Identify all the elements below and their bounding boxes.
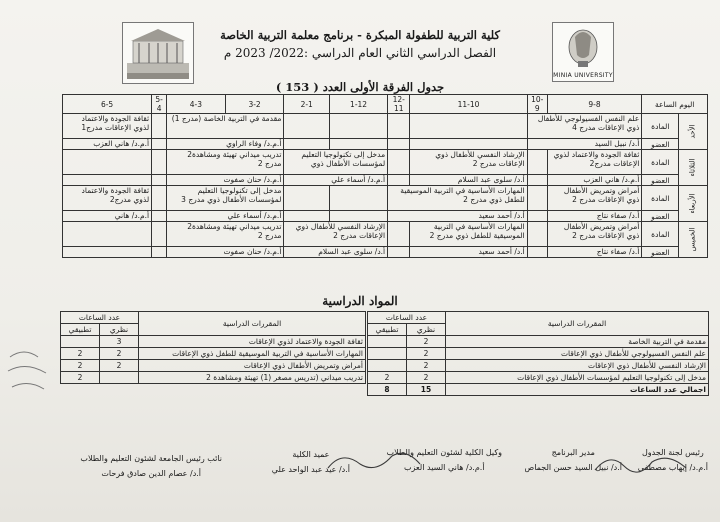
subject-cell	[527, 150, 547, 175]
subject-cell: مقدمة في التربية الخاصة (مدرج 1)	[167, 114, 284, 139]
signature-title: وكيل الكلية لشئون التعليم والطلاب	[386, 448, 502, 457]
subject-cell: المهارات الأساسية في التربية الموسيقية للطفل ذوي مدرج 2	[410, 222, 527, 247]
practical-hours	[61, 336, 100, 348]
subject-cell: ثقافة الجودة والاعتماد لذوي الإعاقات مدرج1	[63, 114, 152, 139]
theory-hours: 2	[100, 348, 139, 360]
member-cell	[284, 139, 330, 150]
course-row	[368, 336, 709, 348]
time-header-row	[63, 95, 708, 114]
member-cell: أ.د/ نبيل السيد	[527, 139, 642, 150]
subject-cell	[284, 186, 330, 211]
course-row	[61, 348, 366, 360]
member-cell	[152, 175, 167, 186]
time-slot-header: 9-8	[547, 95, 642, 114]
courses-header-row	[61, 312, 366, 324]
semester-title: الفصل الدراسي الثاني العام الدراسي :2022/ 2023 م	[223, 46, 497, 60]
member-cell	[388, 247, 410, 258]
subject-cell: تدريب ميداني تهيئة ومشاهدة2 مدرج 2	[167, 222, 284, 247]
theory-hours: 2	[100, 360, 139, 372]
member-cell: أ.م.د/ حنان صفوت	[167, 247, 284, 258]
signature-name: أ.د/ نبيل السيد حسن الجماص	[524, 463, 622, 472]
member-label: العضو	[642, 139, 679, 150]
day-member-row	[63, 247, 708, 258]
member-label: العضو	[642, 175, 679, 186]
subject-cell: مدخل إلى تكنولوجيا التعليم لمؤسسات الأطفال ذوي	[284, 150, 388, 175]
handwritten-signature-icon	[590, 448, 700, 482]
subject-cell	[388, 222, 410, 247]
member-cell	[527, 247, 547, 258]
subject-cell	[388, 150, 410, 175]
course-row	[368, 360, 709, 372]
schedule-table	[62, 94, 708, 258]
member-cell: أ.د/ سلوى عبد السلام	[284, 247, 388, 258]
theory-header: نظري	[100, 324, 139, 336]
member-cell	[388, 175, 410, 186]
time-slot-header: 12-11	[388, 95, 410, 114]
course-row	[61, 372, 366, 384]
university-logo-caption: MINIA UNIVERSITY	[553, 72, 613, 79]
time-slot-header: 11-10	[410, 95, 527, 114]
member-cell	[152, 211, 167, 222]
subject-cell: ثقافة الجودة والاعتماد لذوي مدرج2	[63, 186, 152, 211]
time-slot-header: 10-9	[527, 95, 547, 114]
member-cell	[152, 139, 167, 150]
member-cell: أ.د/ أحمد سعيد	[410, 247, 527, 258]
day-member-row	[63, 211, 708, 222]
course-name-header: المقررات الدراسية	[139, 312, 366, 336]
course-row	[61, 360, 366, 372]
theory-hours: 3	[100, 336, 139, 348]
subject-cell: مدخل إلى تكنولوجيا التعليم لمؤسسات الأطفال ذوي مدرج 3	[167, 186, 284, 211]
course-name: مقدمة في التربية الخاصة	[446, 336, 709, 348]
subject-cell	[330, 186, 388, 211]
member-cell: أ.د/ أحمد سعيد	[388, 211, 528, 222]
subject-cell	[388, 114, 410, 139]
subject-label: المادة	[642, 186, 679, 211]
signature-name: أ.م.د/ هاني السيد العزب	[403, 463, 485, 472]
member-cell	[527, 175, 547, 186]
total-practical: 8	[368, 384, 407, 396]
day-time-corner: اليوم الساعة	[642, 95, 708, 114]
theory-header: نظري	[407, 324, 446, 336]
member-cell: أ.د/ صفاء نتاج	[547, 247, 642, 258]
signatures-block	[0, 448, 720, 508]
day-subject-row	[63, 150, 708, 175]
schedule-title: جدول الفرقة الأولى العدد ( 153 )	[275, 80, 445, 94]
theory-hours	[100, 372, 139, 384]
signature-vice-president	[80, 454, 222, 478]
margin-handwriting-icon	[4, 345, 52, 397]
time-slot-header: 2-1	[284, 95, 330, 114]
subject-label: المادة	[642, 222, 679, 247]
course-row	[368, 372, 709, 384]
total-row	[368, 384, 709, 396]
signature-name: أ.د/ عيد عبد الواحد علي	[271, 465, 350, 474]
hours-header: عدد الساعات	[61, 312, 139, 324]
theory-hours: 2	[407, 336, 446, 348]
day-subject-row	[63, 114, 708, 139]
faculty-program-title: كلية التربية للطفولة المبكرة - برنامج معلمة التربية الخاصة	[220, 28, 500, 42]
subject-cell: المهارات الأساسية في التربية الموسيقية للطفل ذوي مدرج 2	[388, 186, 528, 211]
member-cell: أ.م.د/ أسماء علي	[167, 211, 284, 222]
practical-header: تطبيقي	[368, 324, 407, 336]
signature-title: عميد الكلية	[292, 450, 330, 459]
time-slot-header: 6-5	[63, 95, 152, 114]
course-name: مدخل إلى تكنولوجيا التعليم لمؤسسات الأطفال ذوي الإعاقات	[446, 372, 709, 384]
member-label: العضو	[642, 247, 679, 258]
member-cell	[284, 211, 330, 222]
member-cell	[152, 247, 167, 258]
member-cell: أ.م.د/ هاني العزب	[547, 175, 642, 186]
subject-cell	[63, 150, 152, 175]
course-row	[61, 336, 366, 348]
day-subject-row	[63, 186, 708, 211]
practical-hours	[368, 348, 407, 360]
time-slot-header: 1-12	[330, 95, 388, 114]
member-cell: أ.م.د/ هاني	[63, 211, 152, 222]
member-cell	[527, 211, 547, 222]
course-name: الإرشاد النفسي للأطفال ذوي الإعاقات	[446, 360, 709, 372]
hours-header: عدد الساعات	[368, 312, 446, 324]
member-cell	[410, 139, 527, 150]
subject-label: المادة	[642, 114, 679, 139]
day-subject-row	[63, 222, 708, 247]
day-name: الثلاثاء	[688, 158, 697, 177]
course-name: علم النفس الفسيولوجي للأطفال ذوي الإعاقات	[446, 348, 709, 360]
member-cell: أ.م.د/ أسماء علي	[284, 175, 388, 186]
signature-name: أ.د/ عصام الدين صادق فرحات	[101, 469, 202, 478]
handwritten-signature-icon	[320, 448, 430, 478]
subject-cell	[152, 114, 167, 139]
subject-cell	[527, 222, 547, 247]
practical-hours: 2	[368, 372, 407, 384]
subject-cell: تدريب ميداني تهيئة ومشاهدة2 مدرج 2	[167, 150, 284, 175]
day-name-cell	[679, 186, 708, 222]
member-label: العضو	[642, 211, 679, 222]
subject-cell: ثقافة الجودة والاعتماد لذوي الإعاقات مدرج2	[547, 150, 642, 175]
member-cell	[63, 175, 152, 186]
courses-table-left	[60, 311, 366, 384]
total-theory: 15	[407, 384, 446, 396]
time-slot-header: 4-3	[167, 95, 226, 114]
subject-cell	[152, 150, 167, 175]
member-cell: أ.د/ سلوى عبد السلام	[410, 175, 527, 186]
signature-title: رئيس لجنة الجدول	[641, 448, 704, 457]
day-member-row	[63, 139, 708, 150]
day-name-cell	[679, 114, 708, 150]
day-name: الخميس	[688, 227, 697, 252]
practical-header: تطبيقي	[61, 324, 100, 336]
subject-cell	[63, 222, 152, 247]
member-cell	[330, 139, 388, 150]
subject-cell: أمراض وتمريض الأطفال ذوي الإعاقات مدرج 2	[547, 186, 642, 211]
signature-name: أ.م.د/ إيهاب مصطفى	[637, 463, 708, 472]
subject-cell	[284, 114, 330, 139]
course-name: ثقافة الجودة والاعتماد لذوي الإعاقات	[139, 336, 366, 348]
total-label: اجمالي عدد الساعات	[446, 384, 709, 396]
courses-header-row	[368, 312, 709, 324]
member-cell	[330, 211, 388, 222]
signature-title: مدير البرنامج	[551, 448, 595, 457]
subject-cell	[152, 186, 167, 211]
subject-cell	[410, 114, 527, 139]
subject-cell: الإرشاد النفسي للأطفال ذوي الإعاقات مدرج 2	[410, 150, 527, 175]
course-row	[368, 348, 709, 360]
member-cell: أ.م.د/ هاني العزب	[63, 139, 152, 150]
theory-hours: 2	[407, 348, 446, 360]
subject-cell: علم النفس الفسيولوجي للأطفال ذوي الإعاقات مدرج 4	[527, 114, 642, 139]
member-cell	[388, 139, 410, 150]
subject-label: المادة	[642, 150, 679, 175]
practical-hours: 2	[61, 360, 100, 372]
day-name-cell	[679, 150, 708, 186]
member-cell	[63, 247, 152, 258]
time-slot-header: 3-2	[225, 95, 284, 114]
course-name-header: المقررات الدراسية	[446, 312, 709, 336]
member-cell: أ.د/ صفاء نتاج	[547, 211, 642, 222]
subject-cell	[527, 186, 547, 211]
time-slot-header: 5-4	[152, 95, 167, 114]
subject-cell	[152, 222, 167, 247]
day-name: الأربعاء	[688, 193, 697, 214]
theory-hours: 2	[407, 360, 446, 372]
course-name: المهارات الأساسية في التربية الموسيقية للطفل ذوي الإعاقات	[139, 348, 366, 360]
practical-hours	[368, 360, 407, 372]
member-cell: أ.م.د/ وفاء الراوي	[167, 139, 284, 150]
member-cell: أ.م.د/ حنان صفوت	[167, 175, 284, 186]
subject-cell: الإرشاد النفسي للأطفال ذوي الإعاقات مدرج 2	[284, 222, 388, 247]
practical-hours: 2	[61, 372, 100, 384]
day-name: الأحد	[688, 124, 697, 139]
day-name-cell	[679, 222, 708, 258]
course-name: أمراض وتمريض الأطفال ذوي الإعاقات	[139, 360, 366, 372]
subject-cell: أمراض وتمريض الأطفال ذوي الإعاقات مدرج 2	[547, 222, 642, 247]
subject-cell	[330, 114, 388, 139]
day-member-row	[63, 175, 708, 186]
courses-table-right	[367, 311, 709, 396]
course-name: تدريب ميداني (تدريس مصغر (1) تهيئة ومشاهدة 2	[139, 372, 366, 384]
practical-hours	[368, 336, 407, 348]
practical-hours: 2	[61, 348, 100, 360]
signature-title: نائب رئيس الجامعة لشئون التعليم والطلاب	[80, 454, 222, 463]
courses-section-title: المواد الدراسية	[322, 294, 398, 308]
theory-hours: 2	[407, 372, 446, 384]
